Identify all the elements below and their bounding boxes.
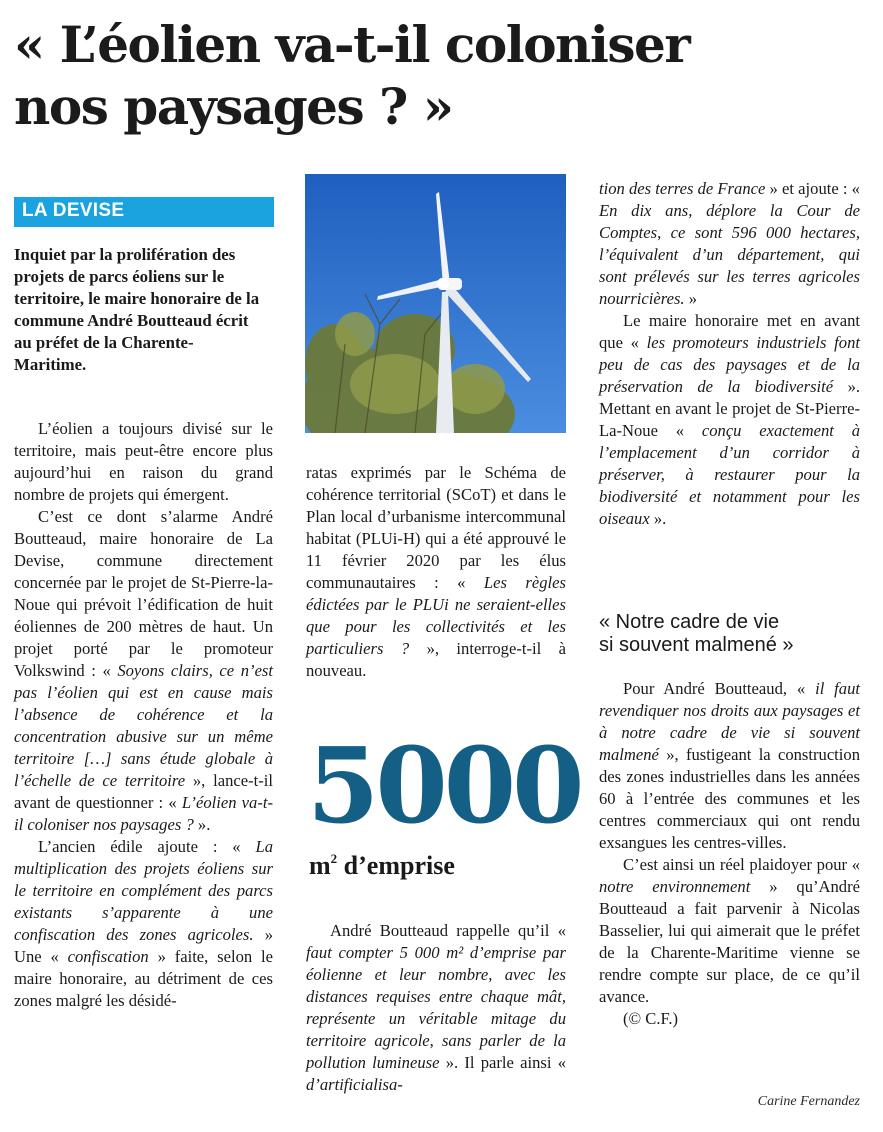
headline-line-1: « L’éolien va-t-il coloniser: [14, 15, 690, 74]
photo-credit: (© C.F.): [623, 1009, 679, 1028]
lead-paragraph: Inquiet par la prolifération des projets de parcs éoliens sur le territoire, le maire honoraire de la commune André Boutteaud écrit au préfet de la Charente-Maritime.: [14, 245, 260, 374]
wind-turbine-photo: [305, 174, 566, 433]
col3-paragraph-1: tion des terres de France » et ajoute : « En dix ans, déplore la Cour de Comptes, ce sont 596 000 hectares, l’équivalent d’un département, qui sont prélevés sur les terres agricoles nourricières. »: [599, 179, 860, 308]
column-2-bottom: [306, 920, 566, 1096]
col2-paragraph-1: ratas exprimés par le Schéma de cohérence territorial (SCoT) et dans le Plan local d’urbanisme intercommunal habitat (PLUi-H) qui a été approuvé le 11 février 2020 par les élus communautaires : « Les règles édictées par le PLUi ne seraient-elles que pour les collectivités et les particuliers ? », interroge-t-il à nouveau.: [306, 463, 566, 680]
headline-line-2: nos paysages ? »: [14, 77, 453, 136]
column-3-top: [599, 178, 860, 530]
col2-paragraph-2: André Boutteaud rappelle qu’il « faut compter 5 000 m² d’emprise par éolienne et leur nombre, avec les distances requises entre chaque mât, représente un véritable mitage du territoire agricole, sans parler de la pollution lumineuse ». Il parle ainsi « d’artificialisa-: [306, 921, 567, 1094]
key-figure-caption: $m^2$ d’emprise: [309, 851, 455, 880]
col1-paragraph-3: L’ancien édile ajoute : « La multiplication des projets éoliens sur le territoire en complément des parcs existants s’apparente à une confiscation des zones agricoles. » Une « confiscation » faite, selon le maire honoraire, au détriment de ces zones malgré les désidé-: [14, 837, 273, 1010]
key-figure-number: 5000: [307, 724, 581, 847]
author-signature: Carine Fernandez: [757, 1094, 860, 1109]
subheading-line-1: « Notre cadre de vie: [599, 611, 780, 633]
col1-paragraph-1: L’éolien a toujours divisé sur le territoire, mais peut-être encore plus aujourd’hui en raison du grand nombre de projets qui émergent.: [14, 419, 273, 504]
column-1: [14, 418, 273, 1012]
col3-paragraph-4: C’est ainsi un réel plaidoyer pour « notre environnement » qu’André Boutteaud a fait parvenir à Nicolas Basselier, lui qui aimerait que le préfet de la Charente-Maritime vienne se rendre compte sur place, de ce qu’il avance.: [599, 855, 860, 1006]
column-2-top: [306, 462, 566, 682]
rubric-label: LA DEVISE: [22, 200, 125, 221]
subheading-line-2: si souvent malmené »: [599, 634, 794, 656]
col3-paragraph-3: Pour André Boutteaud, « il faut revendiquer nos droits aux paysages et à notre cadre de vie si souvent malmené », fustigeant la construction des zones industrielles dans les années 60 à l’entrée des communes et les centres commerciaux qui ont rendu exsangues les centres-villes.: [599, 679, 860, 852]
subheading: [599, 611, 869, 657]
column-3-bottom: [599, 678, 860, 1030]
col3-paragraph-2: Le maire honoraire met en avant que « les promoteurs industriels font peu de cas des paysages et de la préservation de la biodiversité ». Mettant en avant le projet de St-Pierre-La-Noue « conçu exactement à l’emplacement d’un corridor à préserver, à restaurer pour la biodiversité et notamment pour les oiseaux ».: [599, 311, 861, 528]
rubric-banner: [14, 197, 274, 227]
wind-turbine-icon: [305, 174, 566, 433]
headline: [14, 14, 874, 138]
col1-paragraph-2: C’est ce dont s’alarme André Boutteaud, maire honoraire de La Devise, commune directement concernée par le projet de St-Pierre-la-Noue qui prévoit l’édification de huit éoliennes de 200 mètres de haut. Un projet porté par le promoteur Volkswind : « Soyons clairs, ce n’est pas l’éolien qui est en cause mais l’absence de cohérence et la concentration abusive sur un même territoire […] sans étude globale à l’échelle de ce territoire », lance-t-il avant de questionner : « L’éolien va-t-il coloniser nos paysages ? ».: [14, 507, 273, 834]
